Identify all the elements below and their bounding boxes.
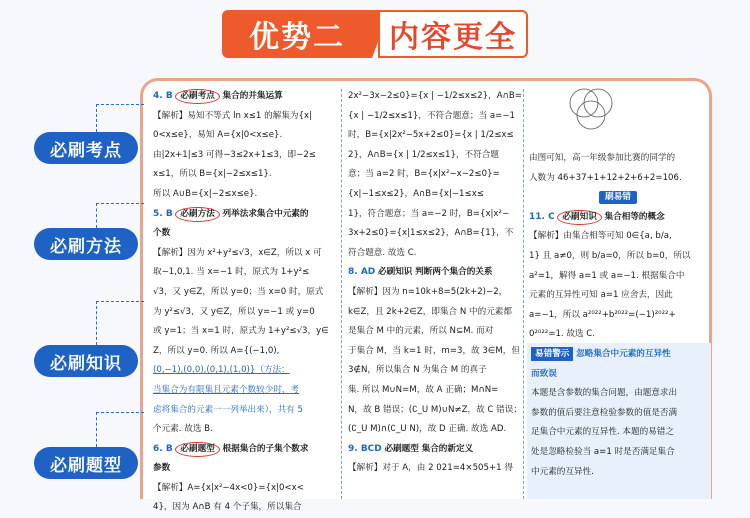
text-line-highlight: 虑将集合的元素一一列举出来），共有 5 — [153, 404, 303, 415]
text-line-highlight: (0,−1),(0,0),(0,1),(1,0)}（方法： — [153, 365, 290, 376]
question-topic: 集合的新定义 — [421, 443, 474, 454]
text-line: 参数的值后要注意检验参数的值是否满 — [531, 407, 678, 418]
question-number: 8. AD — [348, 267, 376, 278]
text-line: 3∉N，所以集合 N 为集合 M 的真子 — [348, 365, 487, 376]
text-line: 足集合中元素的互异性. 本题的易错之 — [531, 427, 674, 438]
text-line-highlight: 当集合为有限集且元素个数较少时，考 — [153, 384, 300, 395]
sidebar-item-kaodian[interactable]: 必刷考点 — [34, 132, 138, 164]
text-line: 符合题意. 故选 C. — [348, 247, 417, 258]
column-3 — [529, 149, 707, 345]
tag-zhishi: 必刷知识 — [557, 210, 601, 225]
question-topic: 个数 — [153, 228, 171, 239]
connector-line — [96, 301, 97, 345]
text-line: 意；当 a=2 时，B={x|x²−x−2≤0}= — [348, 169, 500, 180]
text-line: 是集合 M 中的元素，所以 N⊆M. 而对 — [348, 326, 494, 337]
question-topic: 根据集合的子集个数求 — [222, 443, 309, 454]
warning-title: 忽略集合中元素的互异性 — [576, 349, 671, 359]
sidebar-item-tixing[interactable]: 必刷题型 — [34, 447, 138, 479]
question-topic: 判断两个集合的关系 — [415, 267, 493, 278]
text-line: 个元素. 故选 B. — [153, 424, 213, 435]
text-line: 【解析】A={x|x²−4x<0}={x|0<x< — [153, 482, 304, 493]
question-topic: 参数 — [153, 463, 171, 474]
text-line: 时，B={x|2x²−5x+2≤0}={x | 1/2≤x≤ — [348, 130, 514, 141]
tag-tixing: 必刷题型 — [384, 443, 419, 454]
text-line: 1}，符合题意；当 a=−2 时，B={x|x²− — [348, 208, 510, 219]
question-number: 4. B — [153, 91, 173, 101]
warning-title: 而致误 — [531, 368, 557, 379]
text-line: 【解析】因为 x²+y²≤√3，x∈Z，所以 x 可 — [153, 247, 322, 258]
text-line: 由图可知，高一年级参加比赛的同学的 — [529, 153, 676, 163]
text-line: 【解析】易知不等式 ln x≤1 的解集为{x| — [153, 110, 312, 121]
text-line: 集. 所以 M∪N=M，故 A 正确；M∩N= — [348, 384, 499, 395]
text-line: 元素的互异性可知 a=1 应舍去，因此 — [529, 290, 673, 301]
text-line: {x|−1≤x≤2}，A∩B={x|−1≤x≤ — [348, 188, 485, 199]
question-topic: 列举法求集合中元素的 — [222, 208, 309, 219]
connector-line — [96, 412, 97, 447]
text-line: 0<x≤e}，易知 A={x|0<x≤e}. — [153, 130, 283, 141]
question-number: 11. C — [529, 211, 555, 222]
text-line: 中元素的互异性. — [531, 466, 594, 477]
sidebar-item-zhishi[interactable]: 必刷知识 — [34, 345, 138, 377]
connector-line — [96, 104, 144, 105]
sidebar-item-fangfa[interactable]: 必刷方法 — [34, 228, 138, 260]
question-number: 9. BCD — [348, 443, 382, 454]
header-title-left: 优势二 — [222, 10, 372, 58]
text-line: √3，又 y∈Z，所以 y=0；当 x=0 时，原式 — [153, 286, 324, 297]
text-line: 本题是含参数的集合问题，由题意求出 — [531, 388, 678, 399]
text-line: 2}，A∩B={x | 1/2≤x≤1}，不符合题 — [348, 149, 499, 160]
text-line: 取−1,0,1. 当 x=−1 时，原式为 1+y²≤ — [153, 267, 310, 278]
column-2 — [348, 87, 523, 479]
section-tag-shuayicuo: 刷易错 — [599, 191, 637, 204]
question-topic: 集合的并集运算 — [222, 91, 283, 101]
text-line: 为 y²≤√3，又 y∈Z，所以 y=−1 或 y=0 — [153, 306, 315, 317]
connector-line — [96, 104, 97, 132]
text-line: 【解析】由集合相等可知 0∈{a, b/a, — [529, 231, 672, 242]
tag-fangfa: 必刷方法 — [175, 207, 219, 222]
connector-line — [96, 203, 144, 204]
text-line: a²=1，解得 a=1 或 a=−1. 根据集合中 — [529, 270, 685, 281]
connector-line — [96, 412, 144, 413]
content-panel — [140, 78, 712, 513]
header-title-right: 内容更全 — [378, 10, 528, 58]
question-number: 5. B — [153, 208, 173, 219]
connector-line — [96, 203, 97, 228]
tag-kaodian: 必刷考点 — [175, 89, 219, 104]
text-line: 或 y=1；当 x=1 时，原式为 1+y²≤√3，y∈ — [153, 326, 329, 337]
connector-line — [96, 301, 144, 302]
text-line: k∈Z，且 2k+2∈Z，即集合 N 中的元素都 — [348, 306, 512, 317]
text-line: 3x+2≤0}={x|1≤x≤2}，A∩B={1}，不 — [348, 228, 514, 239]
header-banner — [0, 0, 750, 72]
text-line: 【解析】因为 n=10k+8=5(2k+2)−2， — [348, 286, 508, 297]
column-1 — [153, 87, 339, 518]
column-divider — [523, 89, 524, 499]
text-line: 1} 且 a≠0，则 b/a=0，所以 b=0，所以 — [529, 250, 691, 261]
text-line: Z，所以 y=0. 所以 A={(−1,0), — [153, 345, 280, 356]
tag-zhishi: 必刷知识 — [378, 267, 413, 278]
text-line: 2x²−3x−2≤0}={x | −1/2≤x≤2}，A∩B= — [348, 91, 522, 101]
text-line: {x | −1/2≤x≤1}，不符合题意；当 a=−1 — [348, 110, 515, 121]
text-line: (∁_U M)∩(∁_U N)，故 D 正确. 故选 AD. — [348, 424, 507, 435]
column-divider — [341, 89, 342, 499]
warning-badge: 易错警示 — [531, 347, 573, 361]
text-line: 处是忽略检验当 a=1 时是否满足集合 — [531, 446, 675, 457]
warning-box — [527, 343, 711, 499]
text-line: 于集合 M，当 k=1 时，m=3，故 3∈M，但 — [348, 345, 520, 356]
venn-diagram-icon — [560, 85, 622, 133]
question-number: 6. B — [153, 443, 173, 454]
tag-tixing: 必刷题型 — [175, 442, 219, 457]
text-line: x≤1，所以 B={x|−2≤x≤1}. — [153, 169, 272, 180]
question-topic: 集合相等的概念 — [604, 211, 665, 222]
text-line: 由|2x+1|≤3 可得−3≤2x+1≤3，即−2≤ — [153, 149, 317, 160]
text-line: a=−1，所以 a²⁰²²+b²⁰²²=(−1)²⁰²²+ — [529, 309, 676, 320]
text-line: 所以 A∪B={x|−2≤x≤e}. — [153, 188, 258, 199]
text-line: 人数为 46+37+1+12+2+6+2=106. — [529, 172, 682, 183]
text-line: 0²⁰²²=1. 故选 C. — [529, 329, 596, 340]
text-line: 4}，因为 A∩B 有 4 个子集，所以集合 — [153, 502, 302, 513]
text-line: 【解析】对于 A，由 2 021=4×505+1 得 — [348, 463, 513, 474]
text-line: N，故 B 错误；(∁_U M)∪N≠Z，故 C 错误； — [348, 404, 522, 415]
